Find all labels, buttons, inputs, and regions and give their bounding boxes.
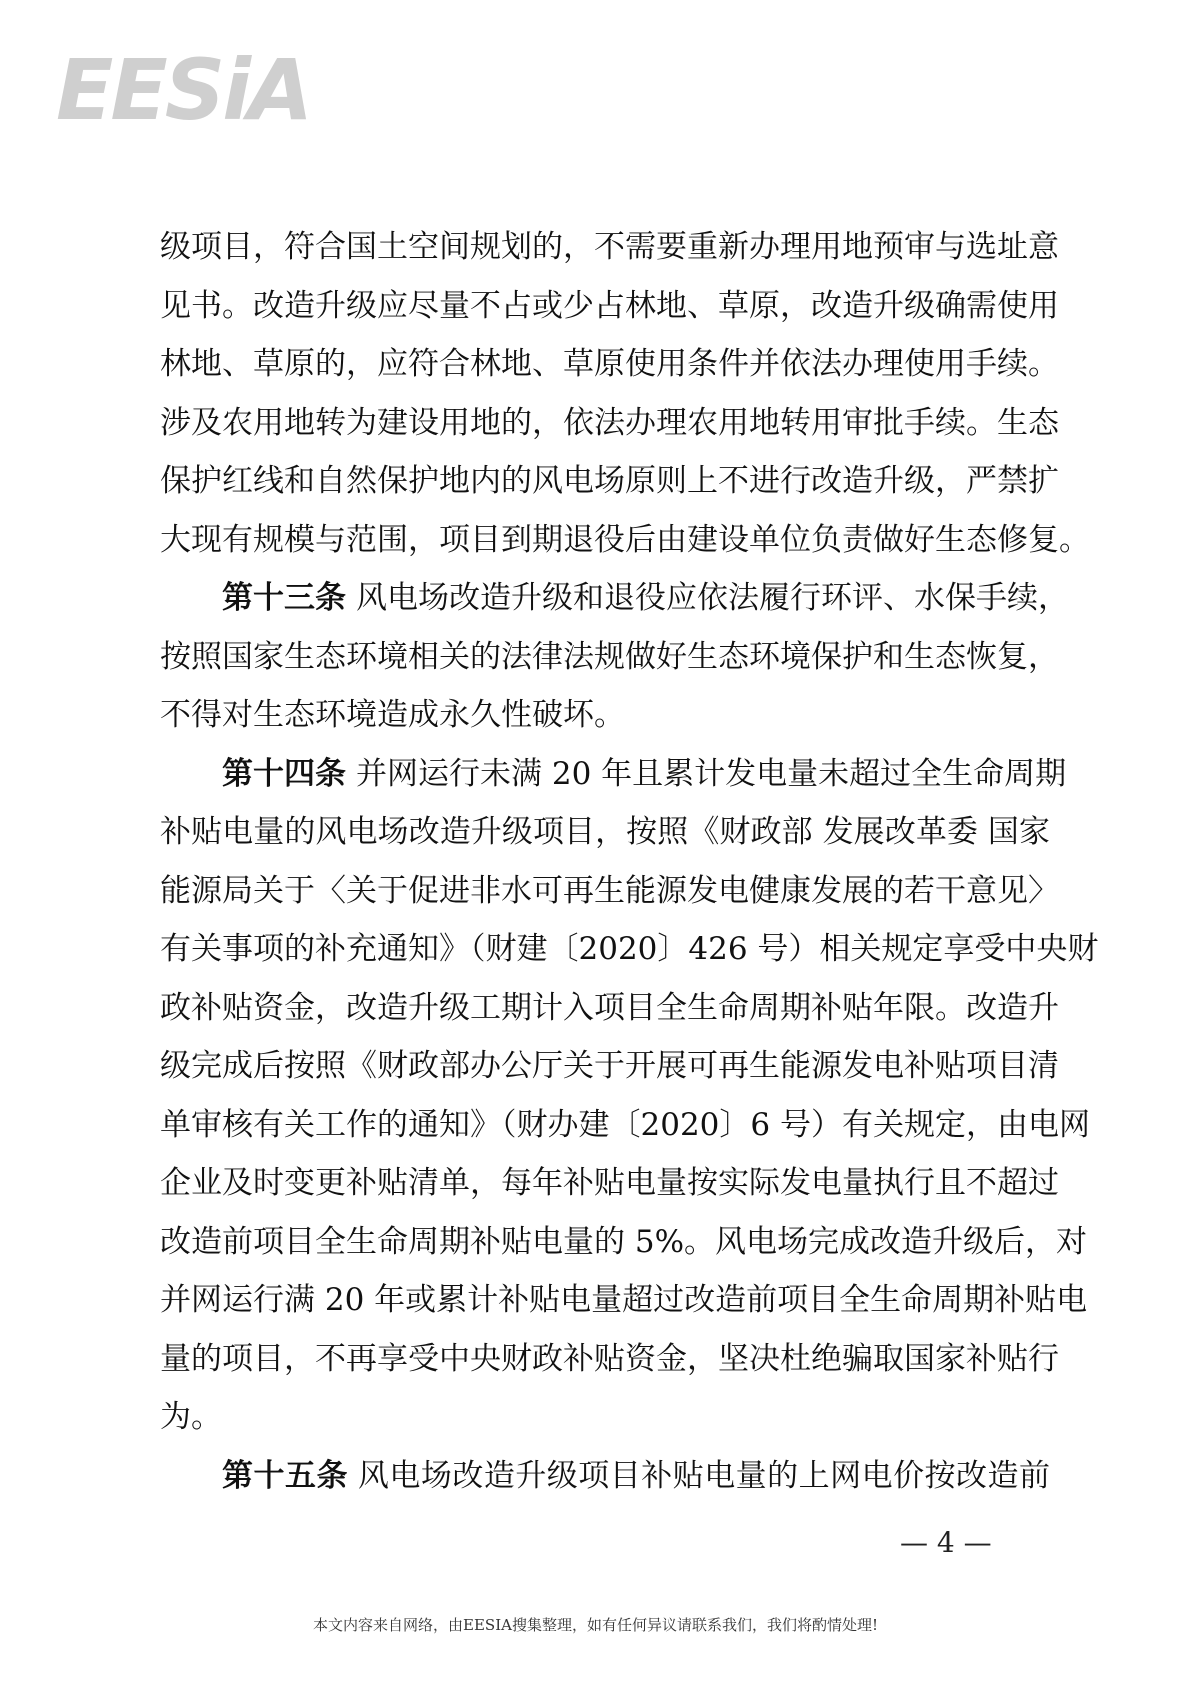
document-body — [160, 218, 1099, 1505]
text-line: 改造前项目全生命周期补贴电量的 5%。风电场完成改造升级后，对 — [160, 1223, 1088, 1260]
article-text: 风电场改造升级项目补贴电量的上网电价按改造前 — [357, 1457, 1050, 1494]
text-line: 企业及时变更补贴清单，每年补贴电量按实际发电量执行且不超过 — [160, 1165, 1059, 1201]
article-heading: 第十五条 — [222, 1457, 348, 1494]
page-number: — 4 — — [900, 1526, 992, 1559]
text-line: 保护红线和自然保护地内的风电场原则上不进行改造升级，严禁扩 — [160, 463, 1059, 499]
text-line: 能源局关于〈关于促进非水可再生能源发电健康发展的若干意见〉 — [160, 872, 1059, 909]
text-line: 林地、草原的，应符合林地、草原使用条件并依法办理使用手续。 — [160, 346, 1059, 382]
text-line: 有关事项的补充通知》（财建〔2020〕426 号）相关规定享受中央财 — [160, 931, 1099, 967]
article-text: 风电场改造升级和退役应依法履行环评、水保手续， — [356, 580, 1069, 616]
text-line: 补贴电量的风电场改造升级项目，按照《财政部 发展改革委 国家 — [160, 814, 1050, 850]
eesia-logo: EESiA — [56, 41, 311, 139]
article-15 — [160, 1447, 1050, 1506]
text-line: 大现有规模与范围，项目到期退役后由建设单位负责做好生态修复。 — [160, 521, 1090, 558]
text-line — [160, 569, 1069, 628]
text-line — [160, 1447, 1050, 1506]
text-line: 涉及农用地转为建设用地的，依法办理农用地转用审批手续。生态 — [160, 404, 1059, 441]
paragraph-land-use — [160, 218, 1090, 569]
text-line: 为。 — [160, 1399, 222, 1435]
article-heading: 第十三条 — [222, 580, 346, 616]
text-line: 单审核有关工作的通知》（财办建〔2020〕6 号）有关规定，由电网 — [160, 1106, 1090, 1143]
text-line: 级项目，符合国土空间规划的，不需要重新办理用地预审与选址意 — [160, 229, 1059, 265]
text-line: 见书。改造升级应尽量不占或少占林地、草原，改造升级确需使用 — [160, 287, 1059, 324]
article-13 — [160, 569, 1069, 745]
article-text: 并网运行未满 20 年且累计发电量未超过全生命周期 — [356, 755, 1067, 792]
article-14 — [160, 745, 1099, 1447]
text-line: 按照国家生态环境相关的法律法规做好生态环境保护和生态恢复， — [160, 638, 1059, 675]
text-line: 级完成后按照《财政部办公厅关于开展可再生能源发电补贴项目清 — [160, 1048, 1059, 1084]
text-line: 不得对生态环境造成永久性破坏。 — [160, 697, 625, 733]
text-line — [160, 745, 1067, 804]
text-line: 政补贴资金，改造升级工期计入项目全生命周期补贴年限。改造升 — [160, 989, 1059, 1026]
text-line: 量的项目，不再享受中央财政补贴资金，坚决杜绝骗取国家补贴行 — [160, 1340, 1059, 1377]
article-heading: 第十四条 — [222, 755, 346, 792]
text-line: 并网运行满 20 年或累计补贴电量超过改造前项目全生命周期补贴电 — [160, 1282, 1088, 1318]
footer-disclaimer: 本文内容来自网络，由EESIA搜集整理，如有任何异议请联系我们，我们将酌情处理! — [313, 1616, 878, 1634]
